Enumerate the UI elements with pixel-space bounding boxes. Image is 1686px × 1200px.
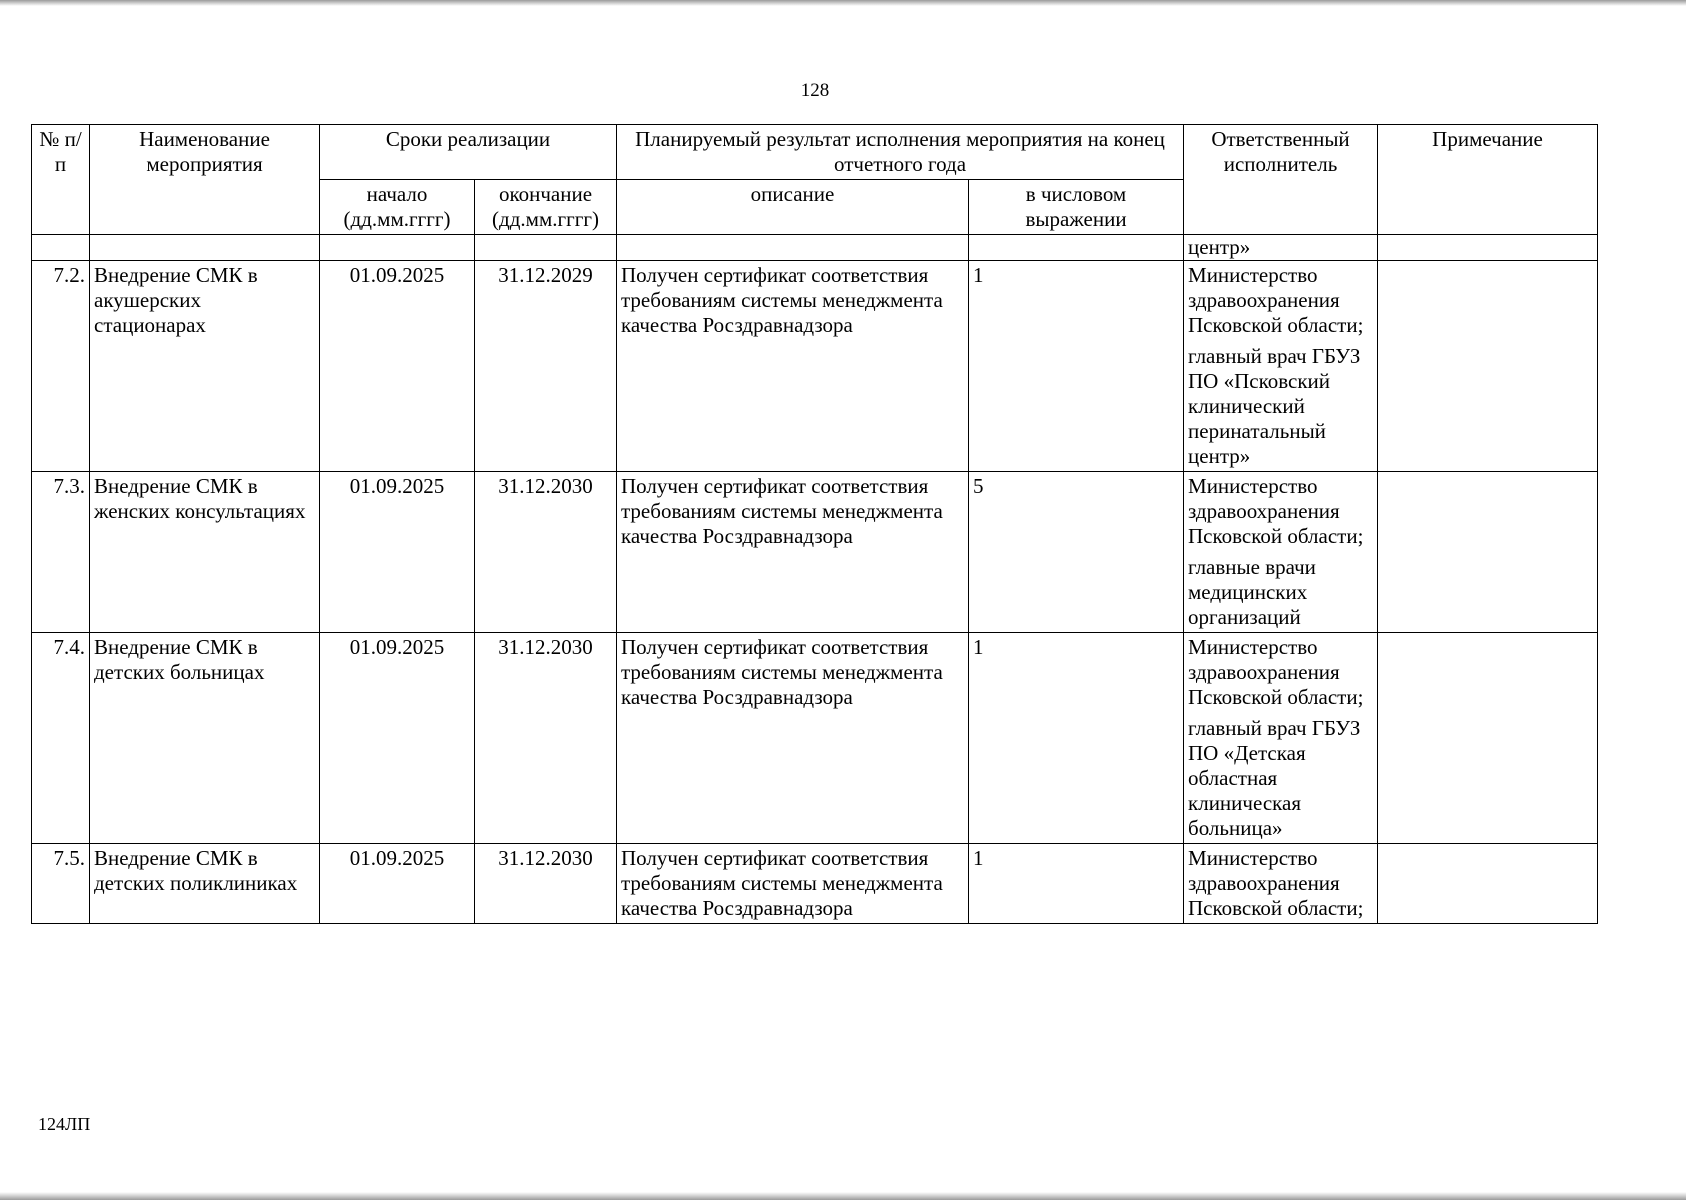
row-start: 01.09.2025 (320, 472, 475, 633)
row-note (1378, 633, 1598, 844)
header-note: Примечание (1378, 125, 1598, 235)
row-responsible (1184, 261, 1378, 472)
header-description: описание (617, 180, 969, 235)
responsible-line: Министерство здравоохранения Псковской области; (1188, 263, 1364, 337)
row-description: Получен сертификат соответствия требованиям системы менеджмента качества Росздравнадзора (617, 844, 969, 924)
header-row-top (32, 125, 1598, 180)
header-numeric: в числовом выражении (969, 180, 1184, 235)
row-num: 7.3. (32, 472, 90, 633)
row-name: Внедрение СМК в женских консультациях (90, 472, 320, 633)
footer-code: 124ЛП (38, 1114, 91, 1134)
row-end: 31.12.2030 (475, 844, 617, 924)
row-start: 01.09.2025 (320, 633, 475, 844)
table-row (32, 472, 1598, 633)
page-number: 128 (800, 80, 830, 101)
row-value: 5 (969, 472, 1184, 633)
header-end: окончание (дд.мм.гггг) (475, 180, 617, 235)
row-value: 1 (969, 633, 1184, 844)
responsible-line: Министерство здравоохранения Псковской области; (1188, 635, 1364, 709)
table-row (32, 633, 1598, 844)
responsible-line: Министерство здравоохранения Псковской области; (1188, 474, 1364, 548)
measures-table (31, 124, 1598, 924)
header-num: № п/п (32, 125, 90, 235)
header-terms: Сроки реализации (320, 125, 617, 180)
row-responsible (1184, 633, 1378, 844)
continuation-text: центр» (1184, 235, 1378, 261)
scan-edge-top (0, 0, 1686, 6)
row-num: 7.4. (32, 633, 90, 844)
row-num: 7.2. (32, 261, 90, 472)
row-note (1378, 261, 1598, 472)
continuation-row (32, 235, 1598, 261)
responsible-line: главный врач ГБУЗ ПО «Детская областная клиническая больница» (1188, 716, 1361, 840)
row-note (1378, 844, 1598, 924)
responsible-line: главные врачи медицинских организаций (1188, 555, 1316, 629)
table-row (32, 261, 1598, 472)
row-name: Внедрение СМК в детских больницах (90, 633, 320, 844)
row-description: Получен сертификат соответствия требованиям системы менеджмента качества Росздравнадзора (617, 633, 969, 844)
row-start: 01.09.2025 (320, 261, 475, 472)
row-description: Получен сертификат соответствия требованиям системы менеджмента качества Росздравнадзора (617, 472, 969, 633)
row-note (1378, 472, 1598, 633)
row-num: 7.5. (32, 844, 90, 924)
row-name: Внедрение СМК в детских поликлиниках (90, 844, 320, 924)
responsible-line: главный врач ГБУЗ ПО «Псковский клинический перинатальный центр» (1188, 344, 1361, 468)
row-name: Внедрение СМК в акушерских стационарах (90, 261, 320, 472)
row-end: 31.12.2030 (475, 472, 617, 633)
table-row (32, 844, 1598, 924)
row-value: 1 (969, 844, 1184, 924)
row-description: Получен сертификат соответствия требованиям системы менеджмента качества Росздравнадзора (617, 261, 969, 472)
header-start: начало (дд.мм.гггг) (320, 180, 475, 235)
responsible-line: Министерство здравоохранения Псковской области; (1188, 846, 1364, 920)
row-end: 31.12.2029 (475, 261, 617, 472)
row-end: 31.12.2030 (475, 633, 617, 844)
row-value: 1 (969, 261, 1184, 472)
header-result: Планируемый результат исполнения мероприятия на конец отчетного года (617, 125, 1184, 180)
header-responsible: Ответственный исполнитель (1184, 125, 1378, 235)
row-start: 01.09.2025 (320, 844, 475, 924)
header-name: Наименование мероприятия (90, 125, 320, 235)
row-responsible (1184, 472, 1378, 633)
scan-edge-bottom (0, 1192, 1686, 1200)
row-responsible (1184, 844, 1378, 924)
